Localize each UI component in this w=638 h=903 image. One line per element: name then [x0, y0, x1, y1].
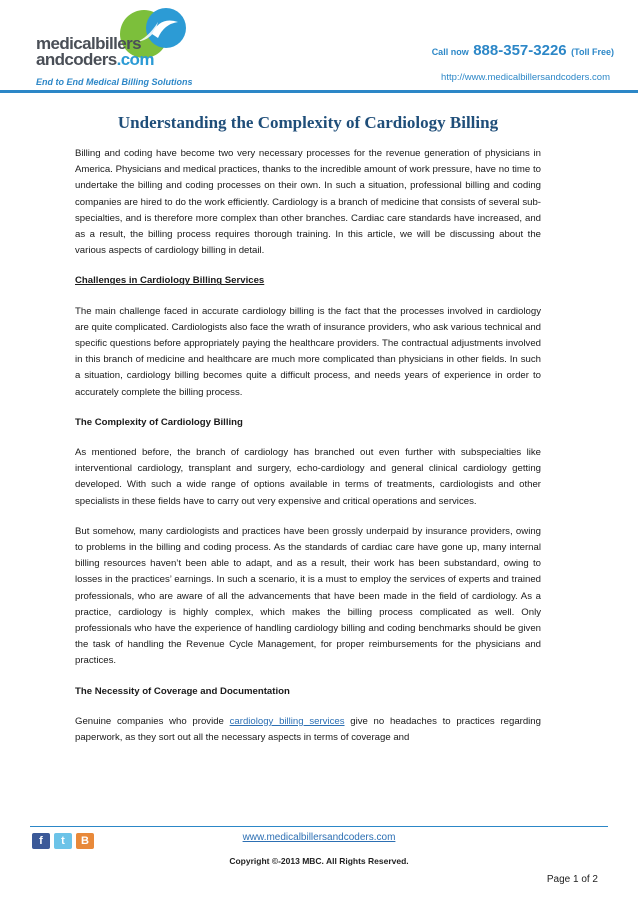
challenges-paragraph: The main challenge faced in accurate cardiology billing is the fact that the processes involved in cardiology are quite complicated. Cardiologists also face the wrath of insurance providers, who ask various technical and specific questions before appropriately paying the healthcare providers. The contractual adjustments involved in this branch of medicine and healthcare are much more complicated than physicians in other fields. In such a situation, cardiology billing becomes quite a difficult process, and needs years of experience in order to accurately complete the billing process.: [75, 305, 541, 398]
logo-wordmark: [36, 36, 154, 68]
call-prefix: Call now: [431, 47, 469, 57]
complexity-paragraph-1: As mentioned before, the branch of cardiology has branched out even further with subspecialties like interventional cardiology, transplant and surgery, echo-cardiology and general clinical cardiology getting developed. With such a wide range of options available in terms of treatments, cardiologists and other specialists in these fields have to carry out very expensive and critical operations and services.: [75, 447, 541, 507]
logo-com: .com: [116, 50, 154, 69]
logo-line-1: medicalbillers: [36, 34, 141, 53]
tagline: End to End Medical Billing Solutions: [36, 77, 193, 87]
logo-line-2: andcoders: [36, 50, 117, 69]
call-now: [432, 42, 614, 59]
twitter-icon[interactable]: t: [54, 833, 72, 849]
intro-paragraph: Billing and coding have become two very necessary processes for the revenue generation of physicians in America. Physicians and medical practices, thanks to the incredible amount of work pressure, have no time to undertake the billing and coding processes on their own. In such a situation, professional billing and coding companies are hired to do the work efficiently. Cardiology is a branch of medicine that consists of several sub-specialties, and is therefore more complex than other branches. Cardiac care standards have increased, and as a result, the billing process requires thorough training. In this article, we will be discussing about the various aspects of cardiology billing in detail.: [75, 148, 541, 257]
section-heading-coverage: The Necessity of Coverage and Documentation: [75, 685, 290, 697]
page-header: [0, 0, 638, 100]
coverage-text-after: give no headaches to practices regarding paperwork, as they sort out all the necessary aspects in terms of coverage and: [75, 715, 541, 744]
copyright-notice: Copyright ©-2013 MBC. All Rights Reserved.: [229, 856, 409, 866]
coverage-paragraph: [75, 714, 541, 746]
header-website-link[interactable]: http://www.medicalbillersandcoders.com: [441, 72, 610, 83]
footer-divider: [30, 826, 608, 827]
article-body: [75, 112, 541, 760]
header-divider: [0, 90, 638, 93]
footer-website-link[interactable]: www.medicalbillersandcoders.com: [242, 832, 396, 843]
facebook-icon[interactable]: f: [32, 833, 50, 849]
section-heading-challenges: Challenges in Cardiology Billing Services: [75, 275, 265, 287]
call-suffix: (Toll Free): [571, 47, 614, 57]
article-title: Understanding the Complexity of Cardiology Billing: [117, 113, 499, 132]
complexity-paragraph-2: But somehow, many cardiologists and practices have been grossly underpaid by insurance providers, owing to problems in the billing and coding process. As the standards of cardiac care have gone up, many internal billing resources haven’t been able to adapt, and as a result, their work has been substandard, owing to losses in the practices’ earnings. In such a scenario, it is a must to employ the services of experts and trained professionals, who are aware of all the advancements that have been made in the field of cardiology. As a practice, cardiology is highly complex, which makes the billing process complicated as well. Only professionals who have the experience of handling cardiology billing and coding benchmarks should be given the task of handling the Revenue Cycle Management, for proper reimbursements for the physicians and practices.: [75, 525, 541, 667]
coverage-text-before: Genuine companies who provide: [75, 715, 230, 727]
page-number: Page 1 of 2: [546, 874, 598, 885]
company-logo[interactable]: [36, 6, 196, 74]
phone-number[interactable]: 888-357-3226: [473, 42, 567, 59]
section-heading-complexity: The Complexity of Cardiology Billing: [75, 416, 243, 428]
cardiology-billing-services-link[interactable]: cardiology billing services: [229, 715, 345, 727]
blogger-icon[interactable]: B: [76, 833, 94, 849]
